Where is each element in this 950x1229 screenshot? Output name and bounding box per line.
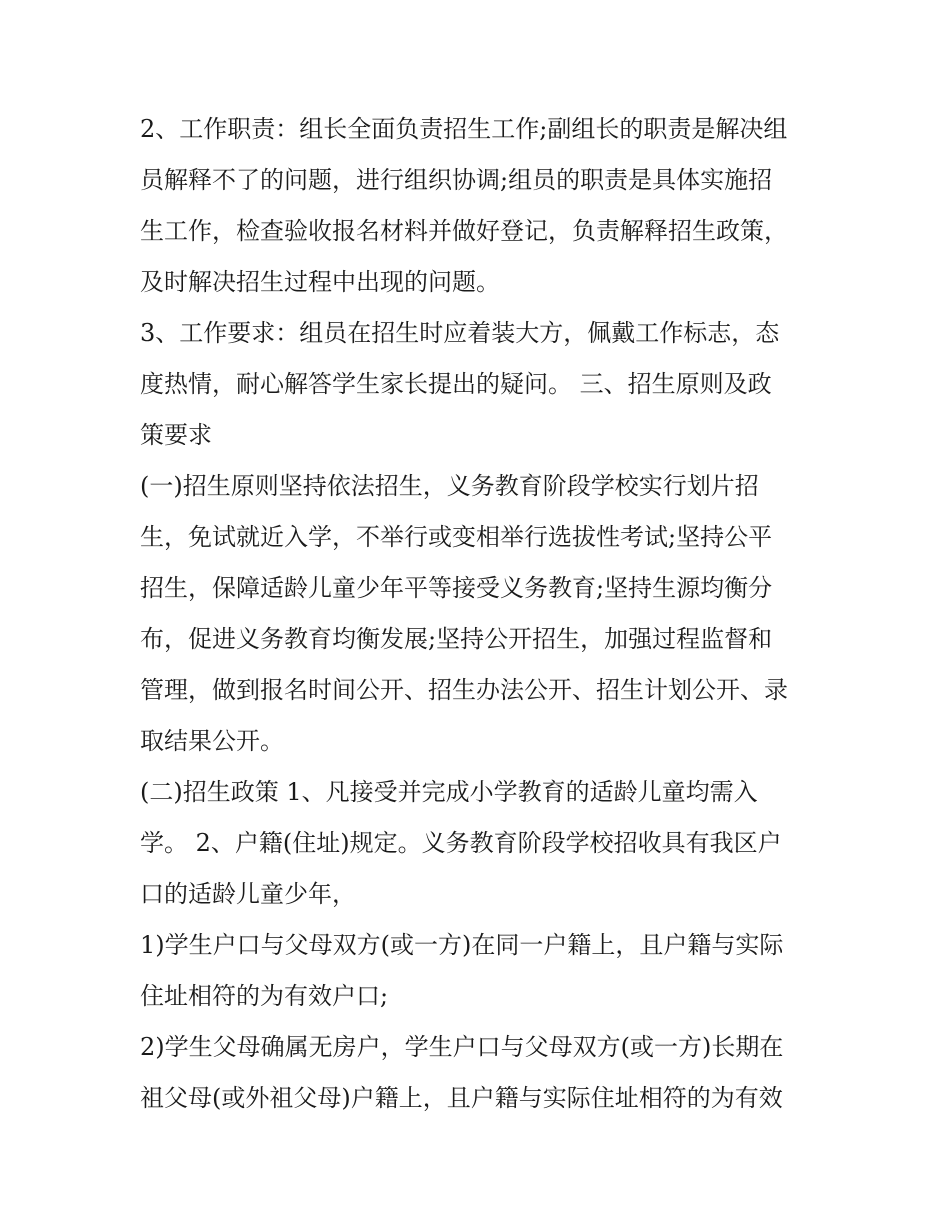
document-page	[140, 104, 820, 1124]
text-line: 2、工作职责：组长全面负责招生工作;副组长的职责是解决组	[140, 115, 788, 143]
text-line: 祖父母(或外祖父母)户籍上，且户籍与实际住址相符的为有效	[140, 1084, 783, 1112]
text-line: 生，免试就近入学，不举行或变相举行选拔性考试;坚持公平	[140, 523, 773, 551]
paragraph-rule-1	[140, 920, 820, 1022]
text-line: (二)招生政策 1、凡接受并完成小学教育的适龄儿童均需入	[140, 778, 758, 806]
paragraph-work-duties	[140, 104, 820, 308]
text-line: 学。 2、户籍(住址)规定。义务教育阶段学校招收具有我区户	[140, 829, 782, 857]
text-line: 管理，做到报名时间公开、招生办法公开、招生计划公开、录	[140, 676, 788, 704]
paragraph-rule-2	[140, 1022, 820, 1124]
text-line: 生工作，检查验收报名材料并做好登记，负责解释招生政策，	[140, 217, 788, 245]
text-line: 1)学生户口与父母双方(或一方)在同一户籍上，且户籍与实际	[140, 931, 784, 959]
text-line: 招生，保障适龄儿童少年平等接受义务教育;坚持生源均衡分	[140, 574, 773, 602]
text-line: 布，促进义务教育均衡发展;坚持公开招生，加强过程监督和	[140, 625, 773, 653]
paragraph-enrollment-policy	[140, 767, 820, 920]
paragraph-work-requirements	[140, 308, 820, 461]
text-line: (一)招生原则坚持依法招生，义务教育阶段学校实行划片招	[140, 472, 759, 500]
text-line: 取结果公开。	[140, 727, 284, 755]
text-line: 策要求	[140, 421, 212, 449]
text-line: 住址相符的为有效户口;	[140, 982, 389, 1010]
text-line: 度热情，耐心解答学生家长提出的疑问。 三、招生原则及政	[140, 370, 772, 398]
text-line: 员解释不了的问题，进行组织协调;组员的职责是具体实施招	[140, 166, 773, 194]
text-line: 口的适龄儿童少年，	[140, 880, 356, 908]
text-line: 2)学生父母确属无房户，学生户口与父母双方(或一方)长期在	[140, 1033, 784, 1061]
text-line: 及时解决招生过程中出现的问题。	[140, 268, 500, 296]
text-line: 3、工作要求：组员在招生时应着装大方，佩戴工作标志，态	[140, 319, 780, 347]
paragraph-enrollment-principles	[140, 461, 820, 767]
